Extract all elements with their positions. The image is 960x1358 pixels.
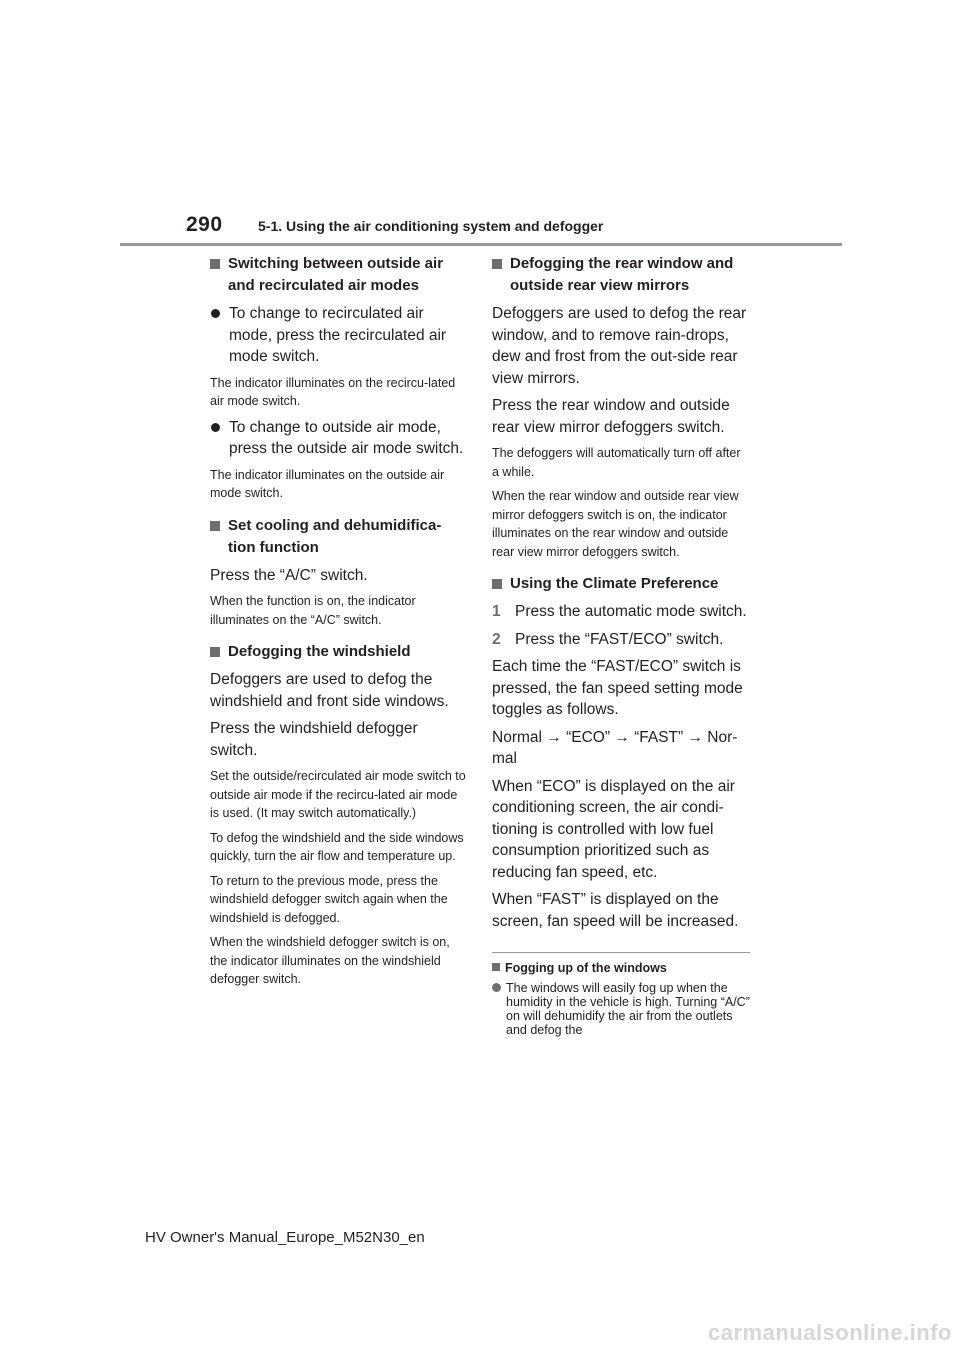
heading-text: Defogging the rear window and outside rear view mirrors <box>510 255 734 294</box>
step-number: 1 <box>492 603 501 620</box>
header-divider <box>120 243 842 246</box>
note-rear-indicator: When the rear window and outside rear view mirror defoggers switch is on, the indicator illuminates on the rear window and outside rear view mirror defoggers switch. <box>492 489 739 559</box>
square-bullet-icon <box>210 521 220 531</box>
left-column <box>210 253 468 995</box>
para-eco-description: When “ECO” is displayed on the air conditioning screen, the air condi-tioning is controlled with low fuel consumption prioritized such as reducing fan speed, etc. <box>492 777 735 881</box>
info-heading-text: Fogging up of the windows <box>505 961 667 975</box>
para-fast-eco-toggle: Each time the “FAST/ECO” switch is pressed, the fan speed setting mode toggles as follows. <box>492 658 743 718</box>
bullet-outside-mode <box>210 417 468 460</box>
square-bullet-icon <box>210 259 220 269</box>
info-bullet-humidity <box>492 981 750 1037</box>
square-bullet-icon <box>210 647 220 657</box>
para-fast-description: When “FAST” is displayed on the screen, fan speed will be increased. <box>492 891 739 930</box>
note-ac-indicator: When the function is on, the indicator illuminates on the “A/C” switch. <box>210 594 416 627</box>
heading-climate-preference <box>492 573 750 595</box>
note-outside-indicator: The indicator illuminates on the outside air mode switch. <box>210 467 445 500</box>
note-auto-off: The defoggers will automatically turn off after a while. <box>492 446 741 479</box>
heading-text: Defogging the windshield <box>228 643 411 660</box>
bullet-text: To change to outside air mode, press the outside air mode switch. <box>229 418 464 457</box>
note-outside-air-mode: Set the outside/recirculated air mode switch to outside air mode if the recircu-lated air mode is used. (It may switch automatically.) <box>210 769 466 820</box>
note-recirculated-indicator: The indicator illuminates on the recircu-lated air mode switch. <box>210 375 456 408</box>
para-press-rear-switch: Press the rear window and outside rear view mirror defoggers switch. <box>492 397 730 436</box>
info-bullet-text: The windows will easily fog up when the humidity in the vehicle is high. Turning “A/C” on will dehumidify the air from the outlets and defog the <box>506 981 750 1037</box>
bullet-recirculated-mode <box>210 303 468 368</box>
round-bullet-icon <box>211 309 220 318</box>
step-text: Press the “FAST/ECO” switch. <box>515 630 724 648</box>
round-bullet-icon <box>211 423 220 432</box>
para-windshield-defoggers: Defoggers are used to defog the windshield and front side windows. <box>210 671 449 710</box>
page-number: 290 <box>186 213 223 236</box>
info-divider <box>492 952 750 953</box>
info-heading-fogging <box>492 959 750 977</box>
heading-cooling-dehumidification <box>210 515 468 559</box>
note-return-previous-mode: To return to the previous mode, press the windshield defogger switch again when the windshield is defogged. <box>210 873 448 925</box>
heading-defogging-windshield <box>210 641 468 663</box>
square-bullet-icon <box>492 963 500 971</box>
right-column <box>492 253 750 1037</box>
para-press-windshield-switch: Press the windshield defogger switch. <box>210 720 418 759</box>
para-mode-sequence: Normal → “ECO” → “FAST” → Nor-mal <box>492 728 738 767</box>
step-2 <box>492 629 750 651</box>
note-windshield-indicator: When the windshield defogger switch is on, the indicator illuminates on the windshield defogger switch. <box>210 935 450 986</box>
step-number: 2 <box>492 630 501 648</box>
heading-switching-air-modes <box>210 253 468 297</box>
para-rear-defoggers: Defoggers are used to defog the rear window, and to remove rain-drops, dew and frost from the out-side rear view mirrors. <box>492 305 747 387</box>
heading-text: Using the Climate Preference <box>510 575 719 592</box>
watermark: carmanualsonline.info <box>708 1320 952 1345</box>
round-bullet-icon <box>492 983 501 992</box>
note-defog-quickly: To defog the windshield and the side windows quickly, turn the air flow and temperature up. <box>210 830 464 863</box>
step-text: Press the automatic mode switch. <box>515 603 747 620</box>
para-press-ac: Press the “A/C” switch. <box>210 566 368 584</box>
step-1 <box>492 601 750 623</box>
heading-defogging-rear <box>492 253 750 297</box>
square-bullet-icon <box>492 579 502 589</box>
square-bullet-icon <box>492 259 502 269</box>
section-title: 5-1. Using the air conditioning system and defogger <box>258 218 604 234</box>
heading-text: Set cooling and dehumidifica-tion function <box>228 516 442 556</box>
footer-manual-id: HV Owner's Manual_Europe_M52N30_en <box>145 1229 425 1246</box>
bullet-text: To change to recirculated air mode, press the recirculated air mode switch. <box>229 305 447 365</box>
heading-text: Switching between outside air and recirculated air modes <box>228 255 444 294</box>
